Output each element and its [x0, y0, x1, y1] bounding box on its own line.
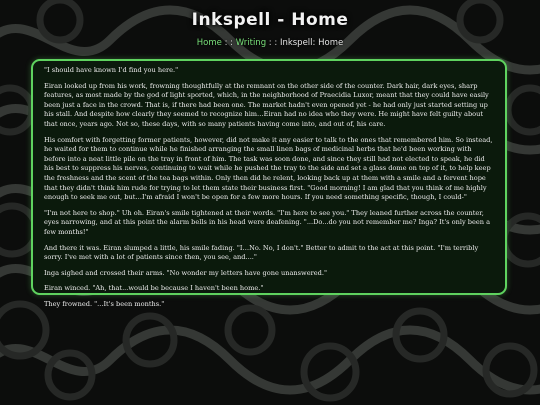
story-content-panel: [31, 59, 507, 308]
breadcrumb-separator: : :: [266, 38, 280, 48]
story-paragraph: "I should have known I'd find you here.": [44, 66, 179, 74]
story-paragraph: And there it was. Eiran slumped a little, his smile fading. "I…No. No, I don't." Better to admit to the act at this point. "I'm terribly sorry. I've met with a lot of patients since then, you see, and....": [44, 243, 479, 262]
breadcrumb-current-page: Inkspell: Home: [279, 38, 344, 48]
story-paragraph: Eiran winced. "Ah, that...would be because I haven't been home.": [44, 284, 264, 293]
breadcrumb-separator: : :: [221, 38, 236, 48]
breadcrumb: [0, 38, 540, 48]
story-paragraph: Eiran looked up from his work, frowning thoughtfully at the remnant on the other side of the counter. Dark hair, dark eyes, sharp features, as most made by the god of light sported, which, in the neighborhood of Praecidia Luxor, meant that they could have easily been just a face in the crowd. That is, if there had been one. The market hadn't even opened yet - he had only just started setting up his stall. And despite how clearly they seemed to recognize him…Eiran had no idea who they were. He might have felt guilty about that once, years ago. Not so, these days, with so many patients having come into, and out of, his care.: [44, 81, 489, 128]
story-paragraph: His comfort with forgetting former patients, however, did not make it any easier to talk to the ones that remembered him. So instead, he waited for them to continue while he finished arranging the small linen bags of medicinal herbs that he'd been working with before into a neat little pile on the tray in front of him. The task was soon done, and since they still had not elected to speak, he did his best to suppress his nerves, continuing to wait while he pushed the tray to the side and set a glass dome on top of it, to help keep the freshness and the scent of the tea bags within. Only then did he relent, looking back up at them with a smile and a fervent hope that they didn't think him rude for trying to let them state their business first. "Good morning! I am glad that you think of me highly enough to seek me out, but…I'm afraid I won't be open for a few more hours. If you need something specific, though, I could-": [44, 135, 493, 202]
story-paragraph: They frowned. "...It's been months.": [44, 299, 165, 308]
story-paragraph: Inga sighed and crossed their arms. "No wonder my letters have gone unanswered.": [44, 268, 327, 277]
breadcrumb-link-home[interactable]: Home: [196, 38, 222, 48]
story-paragraph: "I'm not here to shop." Uh oh. Eiran's smile tightened at their words. "I'm here to see you." They leaned further across the counter, eyes narrowing, and at this point the alarm bells in his head were deafening. "...Do...do you not remember me? Inga? It's only been a few months!": [44, 208, 491, 236]
breadcrumb-link-writing[interactable]: Writing: [235, 38, 267, 48]
site-title: Inkspell - Home: [191, 10, 349, 30]
